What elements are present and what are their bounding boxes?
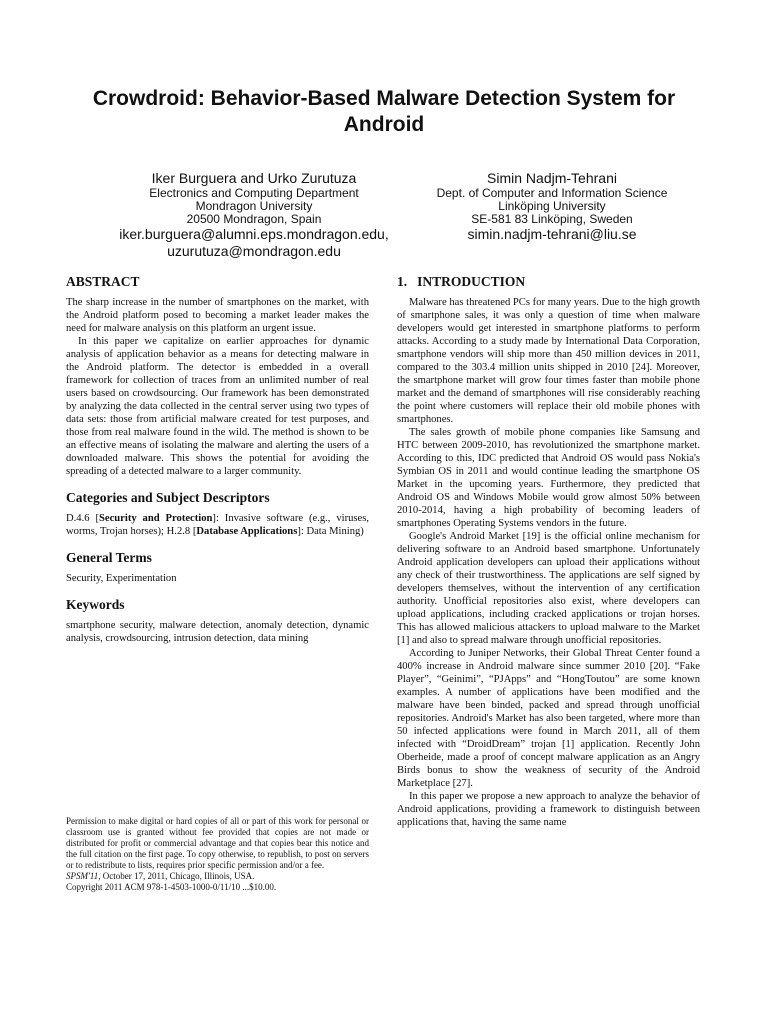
category-label: Database Applications	[196, 526, 298, 537]
affiliation-line: Mondragon University	[195, 199, 313, 213]
intro-paragraph: Malware has threatened PCs for many years. Due to the high growth of smartphone sales, it was only a question of time when malware developers would get interested in smartphone platforms to perform attacks. According to a study made by International Data Corporation, smartphone vendors will ship more than 450 million devices in 2011, compared to the 303.4 million units shipped in 2010 [24]. Moreover, the smartphone market will grow four times faster than mobile phone market and the demand of smartphones will rise considerably reaching the point where customers will replace their old mobile phones with smartphones.	[397, 297, 700, 425]
venue-line	[66, 871, 369, 882]
categories-text	[66, 512, 369, 538]
intro-paragraph: The sales growth of mobile phone companies like Samsung and HTC between 2009-2010, has revolutionized the smartphone market. According to this, IDC predicted that Android OS would pass Nokia's Symbian OS in 2011 and would continue leading the smartphone OS Market in the upcoming years. Furthermore, they predicted that Android OS and Windows Mobile would grow almost 50% between 2010-2014, having a high probability of becoming leaders of smartphones Operating Systems vendors in the future.	[397, 427, 700, 529]
introduction-heading	[397, 274, 700, 290]
author-email: iker.burguera@alumni.eps.mondragon.edu,	[119, 226, 389, 242]
author-names: Iker Burguera and Urko Zurutuza	[151, 170, 357, 186]
affiliation-line: Electronics and Computing Department	[149, 186, 359, 200]
keywords-text: smartphone security, malware detection, anomaly detection, dynamic analysis, crowdsourcing, intrusion detection, data mining	[66, 620, 369, 644]
paper-title: Crowdroid: Behavior-Based Malware Detection System for Android	[92, 87, 676, 136]
category-label: Security and Protection	[98, 513, 213, 524]
author-block-left	[88, 170, 420, 260]
section-title: INTRODUCTION	[417, 274, 526, 289]
venue-details: October 17, 2011, Chicago, Illinois, USA.	[100, 871, 255, 881]
categories-heading: Categories and Subject Descriptors	[66, 490, 270, 505]
general-terms-text: Security, Experimentation	[66, 573, 177, 584]
right-column	[397, 274, 700, 829]
permission-notice	[66, 816, 369, 893]
abstract-heading: ABSTRACT	[66, 274, 140, 289]
abstract-paragraph: The sharp increase in the number of smartphones on the market, with the Android platform posed to becoming a market leader makes the need for malware analysis on this platform an urgent issue.	[66, 297, 369, 334]
affiliation-line: SE-581 83 Linköping, Sweden	[471, 212, 633, 226]
intro-paragraph: According to Juniper Networks, their Global Threat Center found a 400% increase in Android malware since summer 2010 [20]. “Fake Player”, “Geinimi”, “PJApps” and “HongToutou” are some known examples. A number of applications have been modified and the malware have been binded, packed and spread through unofficial repositories. Android's Market has also been targeted, where more than 50 infected applications were found in March 2011, all of them infected with “DroidDream” trojan [1] application. Recently John Oberheide, made a proof of concept malware application as an Angry Birds bonus to show the weakness of security of the Android Marketplace [27].	[397, 648, 700, 789]
general-terms-heading: General Terms	[66, 550, 152, 565]
abstract-paragraph: In this paper we capitalize on earlier approaches for dynamic analysis of application behavior as a means for detecting malware in the Android platform. The detector is embedded in a overall framework for collection of traces from an unlimited number of real users based on crowdsourcing. Our framework has been demonstrated by analyzing the data collected in the central server using two types of data sets: those from artificial malware created for test purposes, and those from real malware found in the wild. The method is shown to be an effective means of isolating the malware and alerting the users of a downloaded malware. This shows the potential for avoiding the spreading of a detected malware to a larger community.	[66, 336, 369, 477]
author-names: Simin Nadjm-Tehrani	[487, 170, 617, 186]
affiliation-line: 20500 Mondragon, Spain	[186, 212, 322, 226]
intro-paragraph: Google's Android Market [19] is the official online mechanism for delivering software to an Android based smartphone. Unfortunately Android application developers can upload their applications without any check of their trustworthiness. The applications are self signed by developers themselves, without the intervention of any certification authority. Unofficial repositories also exist, where developers can upload applications, including cracked applications or trojan horses. This has allowed malicious attackers to upload malware to the Market [1] and also to spread malware through unofficial repositories.	[397, 531, 700, 646]
intro-paragraph: In this paper we propose a new approach to analyze the behavior of Android applications, providing a framework to distinguish between applications that, having the same name	[397, 791, 700, 828]
affiliation-line: Linköping University	[498, 199, 606, 213]
category-code: D.4.6 [	[66, 513, 99, 524]
author-email: uzurutuza@mondragon.edu	[167, 243, 341, 259]
section-number: 1.	[397, 274, 408, 289]
affiliation-line: Dept. of Computer and Information Science	[436, 186, 668, 200]
permission-text: Permission to make digital or hard copies of all or part of this work for personal or classroom use is granted without fee provided that copies are not made or distributed for profit or commercial advantage and that copies bear this notice and the full citation on the first page. To copy otherwise, to republish, to post on servers or to redistribute to lists, requires prior specific permission and/or a fee.	[66, 816, 369, 870]
copyright-line: Copyright 2011 ACM 978-1-4503-1000-0/11/10 ...$10.00.	[66, 882, 277, 892]
keywords-heading: Keywords	[66, 597, 125, 612]
author-block-right	[392, 170, 712, 243]
author-email: simin.nadjm-tehrani@liu.se	[467, 226, 637, 242]
venue-name: SPSM'11,	[66, 871, 101, 881]
category-text: ]: Data Mining)	[297, 526, 364, 537]
left-column	[66, 274, 369, 645]
category-text: ]: Invasive software (e.g., viruses, worms, Trojan horses); H.2.8 [	[66, 513, 370, 537]
